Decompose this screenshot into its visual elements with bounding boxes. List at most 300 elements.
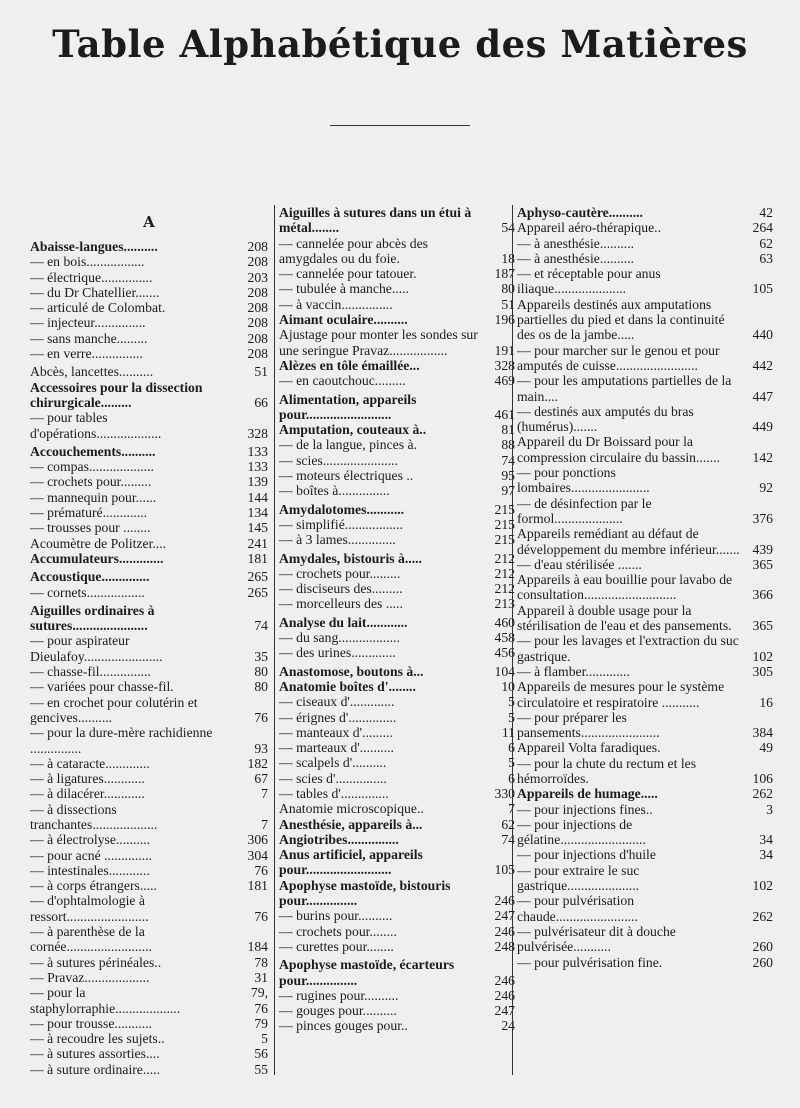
- entry-term: Aiguilles à sutures dans un étui à métal........: [279, 205, 472, 236]
- entry-term: — compas...................: [30, 459, 154, 475]
- index-column-3: [512, 205, 773, 1075]
- entry-page-number: 88: [501, 437, 515, 453]
- entry-page-number: 76: [254, 862, 268, 878]
- entry-page-number: 134: [247, 505, 268, 521]
- index-entry: [30, 585, 268, 600]
- entry-page-number: 181: [247, 550, 268, 566]
- entry-term: Accumulateurs.............: [30, 550, 164, 566]
- index-entry: [279, 786, 515, 801]
- entry-term: Appareil du Dr Boissard pour la compression circulaire du bassin.......: [517, 434, 720, 465]
- entry-term: — à corps étrangers.....: [30, 878, 157, 894]
- entry-term: — marteaux d'..........: [279, 740, 394, 756]
- index-entry: [30, 520, 268, 535]
- index-entry: [30, 878, 268, 893]
- entry-page-number: 102: [752, 648, 773, 664]
- entry-term: Amputation, couteaux à..: [279, 422, 427, 438]
- index-entry: [279, 679, 515, 694]
- entry-term: Accoustique..............: [30, 569, 150, 585]
- entry-page-number: 80: [254, 664, 268, 680]
- entry-term: Aphyso-cautère..........: [517, 205, 643, 220]
- entry-page-number: 74: [501, 452, 515, 468]
- index-entry: [517, 236, 773, 251]
- entry-page-number: 264: [752, 220, 773, 236]
- entry-page-number: 93: [254, 740, 268, 756]
- entry-term: — ciseaux d'.............: [279, 694, 395, 710]
- entry-term: — mannequin pour......: [30, 489, 157, 505]
- entry-term: — moteurs électriques ..: [279, 468, 414, 484]
- index-entry: [30, 832, 268, 847]
- entry-page-number: 212: [494, 581, 515, 597]
- index-entry: [517, 893, 773, 924]
- entry-term: — à vaccin...............: [279, 296, 393, 312]
- entry-term: — simplifié.................: [279, 516, 403, 532]
- entry-page-number: 62: [759, 235, 773, 251]
- entry-term: — en crochet pour colutérin et gencives..........: [30, 694, 198, 725]
- index-entry: [30, 505, 268, 520]
- index-entry: [517, 863, 773, 894]
- entry-term: — à dissections tranchantes...................: [30, 801, 158, 832]
- entry-page-number: 442: [752, 357, 773, 373]
- index-entry: [30, 924, 268, 955]
- entry-term: — crochets pour.........: [279, 565, 401, 581]
- entry-term: Anatomie microscopique..: [279, 801, 424, 817]
- entry-page-number: 449: [752, 419, 773, 435]
- entry-term: — pour la chute du rectum et les hémorroïdes.: [517, 755, 697, 786]
- entry-page-number: 365: [752, 556, 773, 572]
- entry-page-number: 306: [247, 832, 268, 848]
- index-entry: [30, 459, 268, 474]
- entry-page-number: 384: [752, 725, 773, 741]
- index-entry: [517, 924, 773, 955]
- entry-term: — pour acné ..............: [30, 847, 153, 863]
- index-entry: [517, 847, 773, 862]
- entry-page-number: 79: [254, 1015, 268, 1031]
- index-entry: [517, 465, 773, 496]
- entry-term: — sans manche.........: [30, 330, 148, 346]
- entry-page-number: 181: [247, 878, 268, 894]
- entry-term: — érignes d'..............: [279, 709, 397, 725]
- entry-page-number: 328: [494, 357, 515, 373]
- index-entry: [279, 312, 515, 327]
- entry-term: — pour la staphylorraphie...................: [30, 985, 181, 1016]
- entry-page-number: 11: [501, 724, 515, 740]
- entry-page-number: 106: [752, 770, 773, 786]
- entry-term: — pour injections fines..: [517, 801, 653, 817]
- entry-term: — pour trousse...........: [30, 1015, 153, 1031]
- index-entry: [30, 1031, 268, 1046]
- index-entry: [517, 679, 773, 710]
- index-entry: [30, 380, 268, 411]
- index-entry: [517, 373, 773, 404]
- index-entry: [279, 1018, 515, 1033]
- entry-term: — cannelée pour abcès des amygdales ou du foie.: [279, 235, 428, 266]
- entry-page-number: 208: [247, 346, 268, 362]
- index-entry: [30, 1062, 268, 1077]
- index-entry: [279, 551, 515, 566]
- entry-term: — prématuré.............: [30, 505, 148, 521]
- entry-page-number: 247: [494, 1003, 515, 1019]
- index-entry: [30, 802, 268, 833]
- entry-page-number: 203: [247, 269, 268, 285]
- index-entry: [30, 756, 268, 771]
- index-entry: [30, 679, 268, 694]
- index-entry: [279, 908, 515, 923]
- entry-page-number: 105: [494, 862, 515, 878]
- entry-page-number: 79, 76: [250, 985, 268, 1016]
- entry-page-number: 215: [494, 532, 515, 548]
- entry-term: Appareils remédiant au défaut de développement du membre inférieur.......: [517, 526, 740, 557]
- entry-page-number: 66: [254, 394, 268, 410]
- index-entry: [279, 517, 515, 532]
- entry-term: — crochets pour........: [279, 923, 397, 939]
- entry-page-number: 63: [759, 250, 773, 266]
- entry-term: — des urines.............: [279, 645, 396, 661]
- entry-term: — pour les lavages et l'extraction du suc gastrique.: [517, 633, 739, 664]
- entry-page-number: 74: [501, 831, 515, 847]
- entry-page-number: 262: [752, 908, 773, 924]
- entry-page-number: 51: [254, 364, 268, 380]
- index-entry: [279, 988, 515, 1003]
- entry-page-number: 76: [254, 908, 268, 924]
- entry-term: — à dilacérer............: [30, 786, 145, 802]
- entry-term: — crochets pour.........: [30, 474, 152, 490]
- entry-term: — pour ponctions lombaires.......................: [517, 465, 650, 496]
- index-entry: [279, 373, 515, 388]
- entry-page-number: 366: [752, 587, 773, 603]
- entry-term: — d'ophtalmologie à ressort........................: [30, 893, 149, 924]
- index-entry: [517, 740, 773, 755]
- entry-term: — à 3 lames..............: [279, 532, 396, 548]
- index-entry: [279, 801, 515, 816]
- entry-term: — électrique...............: [30, 269, 153, 285]
- index-entry: [30, 285, 268, 300]
- entry-page-number: 246: [494, 972, 515, 988]
- entry-term: — injecteur...............: [30, 315, 146, 331]
- index-entry: [517, 603, 773, 634]
- entry-term: — de la langue, pinces à.: [279, 437, 417, 453]
- entry-term: Amydalotomes...........: [279, 501, 405, 517]
- entry-term: Accouchements..........: [30, 443, 156, 459]
- entry-term: — à électrolyse..........: [30, 832, 151, 848]
- entry-term: — à cataracte.............: [30, 755, 150, 771]
- entry-term: — pour marcher sur le genou et pour amputés de cuisse........................: [517, 342, 720, 373]
- entry-page-number: 67: [254, 771, 268, 787]
- index-entry: [30, 490, 268, 505]
- entry-page-number: 5: [261, 1031, 268, 1047]
- entry-page-number: 191: [494, 342, 515, 358]
- entry-page-number: 215: [494, 501, 515, 517]
- entry-page-number: 212: [494, 565, 515, 581]
- index-entry: [279, 740, 515, 755]
- entry-page-number: 208: [247, 239, 268, 254]
- entry-term: Abaisse-langues..........: [30, 239, 158, 254]
- entry-term: — chasse-fil...............: [30, 664, 151, 680]
- index-entry: [279, 596, 515, 611]
- entry-term: — à sutures assorties....: [30, 1046, 160, 1062]
- index-entry: [279, 817, 515, 832]
- index-entry: [30, 346, 268, 361]
- entry-page-number: 440: [752, 327, 773, 343]
- index-entry: [517, 557, 773, 572]
- index-entry: [30, 786, 268, 801]
- entry-page-number: 3: [766, 801, 773, 817]
- index-entry: [279, 630, 515, 645]
- entry-page-number: 142: [752, 449, 773, 465]
- entry-term: — scies d'...............: [279, 770, 387, 786]
- index-entry: [279, 266, 515, 281]
- entry-page-number: 145: [247, 520, 268, 536]
- index-entry: [517, 496, 773, 527]
- entry-term: — articulé de Colombat.: [30, 300, 166, 316]
- index-entry: [279, 468, 515, 483]
- entry-page-number: 34: [759, 832, 773, 848]
- index-entry: [279, 453, 515, 468]
- entry-page-number: 102: [752, 878, 773, 894]
- index-entry: [279, 615, 515, 630]
- entry-page-number: 80: [501, 281, 515, 297]
- entry-term: — trousses pour ........: [30, 520, 151, 536]
- index-entry: [30, 474, 268, 489]
- index-entry: [517, 526, 773, 557]
- index-entry: [517, 710, 773, 741]
- index-entry: [30, 364, 268, 379]
- index-entry: [30, 725, 268, 756]
- entry-term: — curettes pour........: [279, 938, 394, 954]
- entry-page-number: 49: [759, 740, 773, 756]
- entry-term: — à suture ordinaire.....: [30, 1061, 160, 1077]
- entry-term: — pour injections de gélatine.........................: [517, 816, 646, 848]
- entry-page-number: 458: [494, 630, 515, 646]
- index-entry: [517, 251, 773, 266]
- index-entry: [279, 832, 515, 847]
- entry-page-number: 376: [752, 510, 773, 526]
- entry-page-number: 469: [494, 373, 515, 389]
- entry-page-number: 35: [254, 648, 268, 664]
- entry-page-number: 24: [501, 1018, 515, 1034]
- index-entry: [279, 281, 515, 296]
- entry-term: — à sutures périnéales..: [30, 954, 162, 970]
- entry-page-number: 208: [247, 300, 268, 316]
- index-entry: [279, 437, 515, 452]
- entry-page-number: 62: [501, 816, 515, 832]
- index-entry: [517, 434, 773, 465]
- entry-page-number: 74: [254, 618, 268, 634]
- index-entry: [517, 205, 773, 220]
- entry-term: Appareil à double usage pour la stérilisation de l'eau et des pansements.: [517, 602, 732, 634]
- entry-term: — à ligatures............: [30, 771, 145, 787]
- entry-term: Acoumètre de Politzer....: [30, 535, 167, 551]
- index-entry: [279, 502, 515, 517]
- entry-page-number: 447: [752, 388, 773, 404]
- entry-term: — pour préparer les pansements.......................: [517, 709, 660, 741]
- entry-page-number: 56: [254, 1046, 268, 1062]
- entry-page-number: 260: [752, 939, 773, 955]
- entry-term: Ajustage pour monter les sondes sur une seringue Pravaz.................: [279, 327, 478, 358]
- entry-page-number: 305: [752, 663, 773, 679]
- entry-term: Anatomie boîtes d'........: [279, 678, 416, 694]
- index-entry: [30, 664, 268, 679]
- entry-page-number: 7: [508, 801, 515, 817]
- index-entry: [279, 847, 515, 878]
- index-entry: [30, 444, 268, 459]
- entry-page-number: 18: [501, 250, 515, 266]
- index-entry: [30, 985, 268, 1016]
- entry-term: Apophyse mastoïde, bistouris pour...............: [279, 877, 451, 909]
- index-entry: [279, 694, 515, 709]
- entry-page-number: 97: [501, 483, 515, 499]
- entry-page-number: 42: [759, 205, 773, 220]
- index-entry: [30, 633, 268, 664]
- entry-term: — pour les amputations partielles de la main....: [517, 373, 732, 404]
- index-entry: [517, 572, 773, 603]
- entry-term: — à anesthésie..........: [517, 235, 635, 251]
- index-entry: [279, 205, 515, 236]
- index-entry: [279, 532, 515, 547]
- entry-term: — rugines pour..........: [279, 987, 399, 1003]
- index-entry: [279, 392, 515, 423]
- index-entry: [30, 300, 268, 315]
- entry-term: — morcelleurs des .....: [279, 596, 403, 612]
- entry-term: — à flamber.............: [517, 663, 630, 679]
- entry-term: — destinés aux amputés du bras (humérus).......: [517, 403, 694, 435]
- entry-page-number: 5: [508, 694, 515, 710]
- entry-page-number: 16: [759, 694, 773, 710]
- entry-page-number: 213: [494, 596, 515, 612]
- entry-term: — manteaux d'.........: [279, 724, 393, 740]
- index-entry: [279, 957, 515, 988]
- entry-page-number: 80: [254, 679, 268, 695]
- entry-page-number: 215: [494, 516, 515, 532]
- entry-term: — cannelée pour tatouer.: [279, 266, 417, 282]
- index-entry: [279, 358, 515, 373]
- index-entry: [517, 756, 773, 787]
- entry-term: Alimentation, appareils pour.........................: [279, 391, 417, 422]
- entry-term: — tubulée à manche.....: [279, 281, 409, 297]
- index-entry: [30, 569, 268, 584]
- entry-page-number: 133: [247, 459, 268, 475]
- index-entry: [30, 863, 268, 878]
- index-entry: [279, 924, 515, 939]
- index-entry: [279, 710, 515, 725]
- entry-term: Appareils destinés aux amputations partielles du pied et dans la continuité des os de la jambe.....: [517, 296, 725, 343]
- entry-term: Appareil Volta faradiques.: [517, 740, 661, 756]
- entry-page-number: 461: [494, 406, 515, 422]
- index-entry: [279, 878, 515, 909]
- entry-term: Accessoires pour la dissection chirurgicale.........: [30, 379, 203, 410]
- entry-page-number: 31: [254, 969, 268, 985]
- entry-page-number: 51: [501, 296, 515, 312]
- entry-page-number: 260: [752, 954, 773, 970]
- index-entry: [30, 239, 268, 254]
- entry-term: Appareil aéro-thérapique..: [517, 220, 662, 236]
- entry-page-number: 139: [247, 474, 268, 490]
- entry-page-number: 5: [508, 755, 515, 771]
- entry-term: Appareils à eau bouillie pour lavabo de consultation...........................: [517, 572, 733, 603]
- entry-term: Anesthésie, appareils à...: [279, 816, 423, 832]
- index-column-2: [274, 205, 515, 1075]
- index-entry: [517, 786, 773, 801]
- entry-term: — variées pour chasse-fil.: [30, 679, 174, 695]
- entry-term: Anus artificiel, appareils pour.........................: [279, 847, 423, 878]
- entry-term: — pour tables d'opérations...................: [30, 410, 162, 441]
- entry-page-number: 265: [247, 569, 268, 585]
- entry-page-number: 78: [254, 954, 268, 970]
- entry-page-number: 265: [247, 584, 268, 600]
- index-entry: [517, 633, 773, 664]
- index-entry: [30, 771, 268, 786]
- entry-term: — pour pulvérisation fine.: [517, 954, 663, 970]
- entry-term: — pinces gouges pour..: [279, 1018, 408, 1034]
- entry-term: — de désinfection par le formol....................: [517, 495, 652, 526]
- entry-term: — burins pour..........: [279, 908, 393, 924]
- entry-term: Aiguilles ordinaires à sutures......................: [30, 602, 155, 634]
- entry-term: — du sang..................: [279, 630, 400, 646]
- index-entry: [30, 254, 268, 269]
- entry-page-number: 241: [247, 535, 268, 551]
- entry-page-number: 144: [247, 489, 268, 505]
- index-entry: [30, 551, 268, 566]
- entry-term: — boîtes à...............: [279, 483, 390, 499]
- entry-page-number: 92: [759, 480, 773, 496]
- entry-term: Analyse du lait............: [279, 614, 408, 630]
- index-entry: [30, 893, 268, 924]
- entry-page-number: 76: [254, 709, 268, 725]
- entry-term: — pour injections d'huile: [517, 847, 656, 863]
- index-entry: [517, 817, 773, 848]
- entry-page-number: 212: [494, 550, 515, 566]
- entry-page-number: 460: [494, 614, 515, 630]
- index-entry: [30, 315, 268, 330]
- entry-page-number: 208: [247, 330, 268, 346]
- entry-term: — scalpels d'..........: [279, 755, 387, 771]
- section-letter: A: [143, 213, 155, 231]
- entry-page-number: 187: [494, 266, 515, 282]
- entry-term: — pour la dure-mère rachidienne ...............: [30, 725, 213, 756]
- entry-page-number: 248: [494, 938, 515, 954]
- index-entry: [279, 422, 515, 437]
- entry-term: Alèzes en tôle émaillée...: [279, 357, 420, 373]
- page-title: Table Alphabétique des Matières: [52, 22, 748, 66]
- entry-term: — cornets.................: [30, 584, 145, 600]
- title-rule: [330, 125, 470, 126]
- index-entry: [279, 771, 515, 786]
- index-entry: [30, 695, 268, 726]
- index-column-1: [30, 205, 268, 1077]
- index-entry: [279, 664, 515, 679]
- index-entry: [279, 755, 515, 770]
- index-entry: [279, 581, 515, 596]
- index-entry: [30, 603, 268, 634]
- entry-page-number: 208: [247, 254, 268, 270]
- entry-page-number: 246: [494, 923, 515, 939]
- entry-page-number: 5: [508, 709, 515, 725]
- entry-term: Apophyse mastoïde, écarteurs pour...............: [279, 957, 455, 988]
- index-entry: [279, 236, 515, 267]
- entry-page-number: 10: [501, 678, 515, 694]
- entry-page-number: 6: [508, 770, 515, 786]
- index-entry: [517, 955, 773, 970]
- index-entry: [279, 1003, 515, 1018]
- entry-page-number: 246: [494, 893, 515, 909]
- entry-term: Abcès, lancettes..........: [30, 364, 154, 380]
- index-entry: [279, 483, 515, 498]
- entry-page-number: 133: [247, 443, 268, 459]
- entry-page-number: 95: [501, 468, 515, 484]
- index-entry: [30, 536, 268, 551]
- entry-term: Angiotribes...............: [279, 831, 399, 847]
- entry-term: Anastomose, boutons à...: [279, 663, 424, 679]
- index-entry: [279, 725, 515, 740]
